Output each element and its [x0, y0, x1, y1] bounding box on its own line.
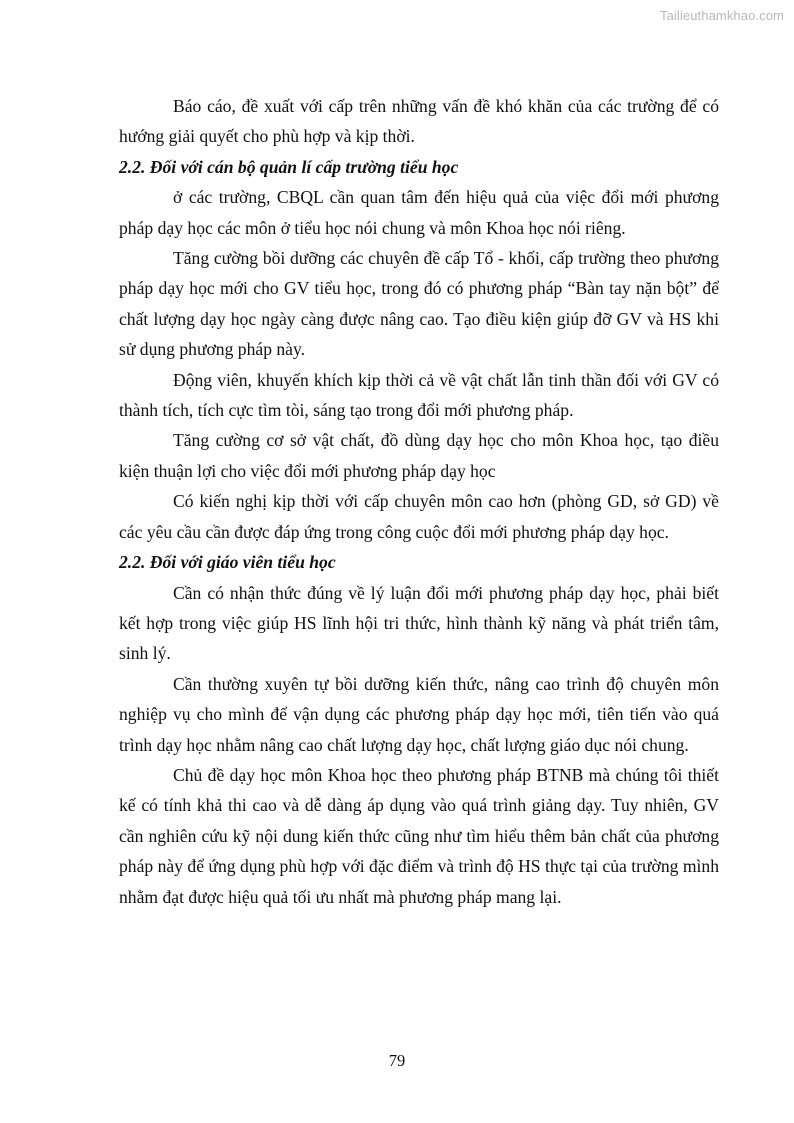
paragraph: ở các trường, CBQL cần quan tâm đến hiệu quả của việc đổi mới phương pháp dạy học các môn ở tiểu học nói chung và môn Khoa học nói riêng.	[119, 187, 719, 238]
paragraph: Có kiến nghị kịp thời với cấp chuyên môn cao hơn (phòng GD, sở GD) về các yêu cầu cần được đáp ứng trong công cuộc đổi mới phương pháp dạy học.	[119, 491, 719, 542]
paragraph: Cần thường xuyên tự bồi dưỡng kiến thức, nâng cao trình độ chuyên môn nghiệp vụ cho mình để vận dụng các phương pháp dạy học mới, tiên tiến vào quá trình dạy học nhằm nâng cao chất lượng dạy học, chất lượng giáo dục nói chung.	[119, 673, 719, 755]
page-number: 79	[388, 1051, 406, 1070]
section-heading: 2.2. Đối với giáo viên tiểu học	[119, 552, 336, 573]
paragraph: Báo cáo, đề xuất với cấp trên những vấn đề khó khăn của các trường để có hướng giải quyết cho phù hợp và kịp thời.	[119, 96, 719, 147]
document-body	[119, 91, 719, 912]
paragraph: Động viên, khuyến khích kịp thời cả về vật chất lẫn tinh thần đối với GV có thành tích, tích cực tìm tòi, sáng tạo trong đổi mới phương pháp.	[119, 369, 719, 421]
paragraph: Tăng cường cơ sở vật chất, đồ dùng dạy học cho môn Khoa học, tạo điều kiện thuận lợi cho việc đổi mới phương pháp dạy học	[119, 430, 719, 481]
paragraph: Tăng cường bồi dưỡng các chuyên đề cấp Tổ - khối, cấp trường theo phương pháp dạy học mới cho GV tiểu học, trong đó có phương pháp “Bàn tay nặn bột” để chất lượng dạy học ngày càng được nâng cao. Tạo điều kiện giúp đỡ GV và HS khi sử dụng phương pháp này.	[119, 248, 719, 360]
paragraph: Chủ đề dạy học môn Khoa học theo phương pháp BTNB mà chúng tôi thiết kế có tính khả thi cao và dễ dàng áp dụng vào quá trình giảng dạy. Tuy nhiên, GV cần nghiên cứu kỹ nội dung kiến thức cũng như tìm hiểu thêm bản chất của phương pháp này để ứng dụng phù hợp với đặc điểm và trình độ HS thực tại của trường mình nhằm đạt được hiệu quả tối ưu nhất mà phương pháp mang lại.	[119, 764, 719, 907]
section-heading: 2.2. Đối với cán bộ quản lí cấp trường tiểu học	[119, 156, 459, 177]
paragraph: Cần có nhận thức đúng về lý luận đổi mới phương pháp dạy học, phải biết kết hợp trong việc giúp HS lĩnh hội tri thức, hình thành kỹ năng và phát triển tâm, sinh lý.	[119, 582, 719, 664]
watermark: Tailieuthamkhao.com	[659, 8, 784, 23]
